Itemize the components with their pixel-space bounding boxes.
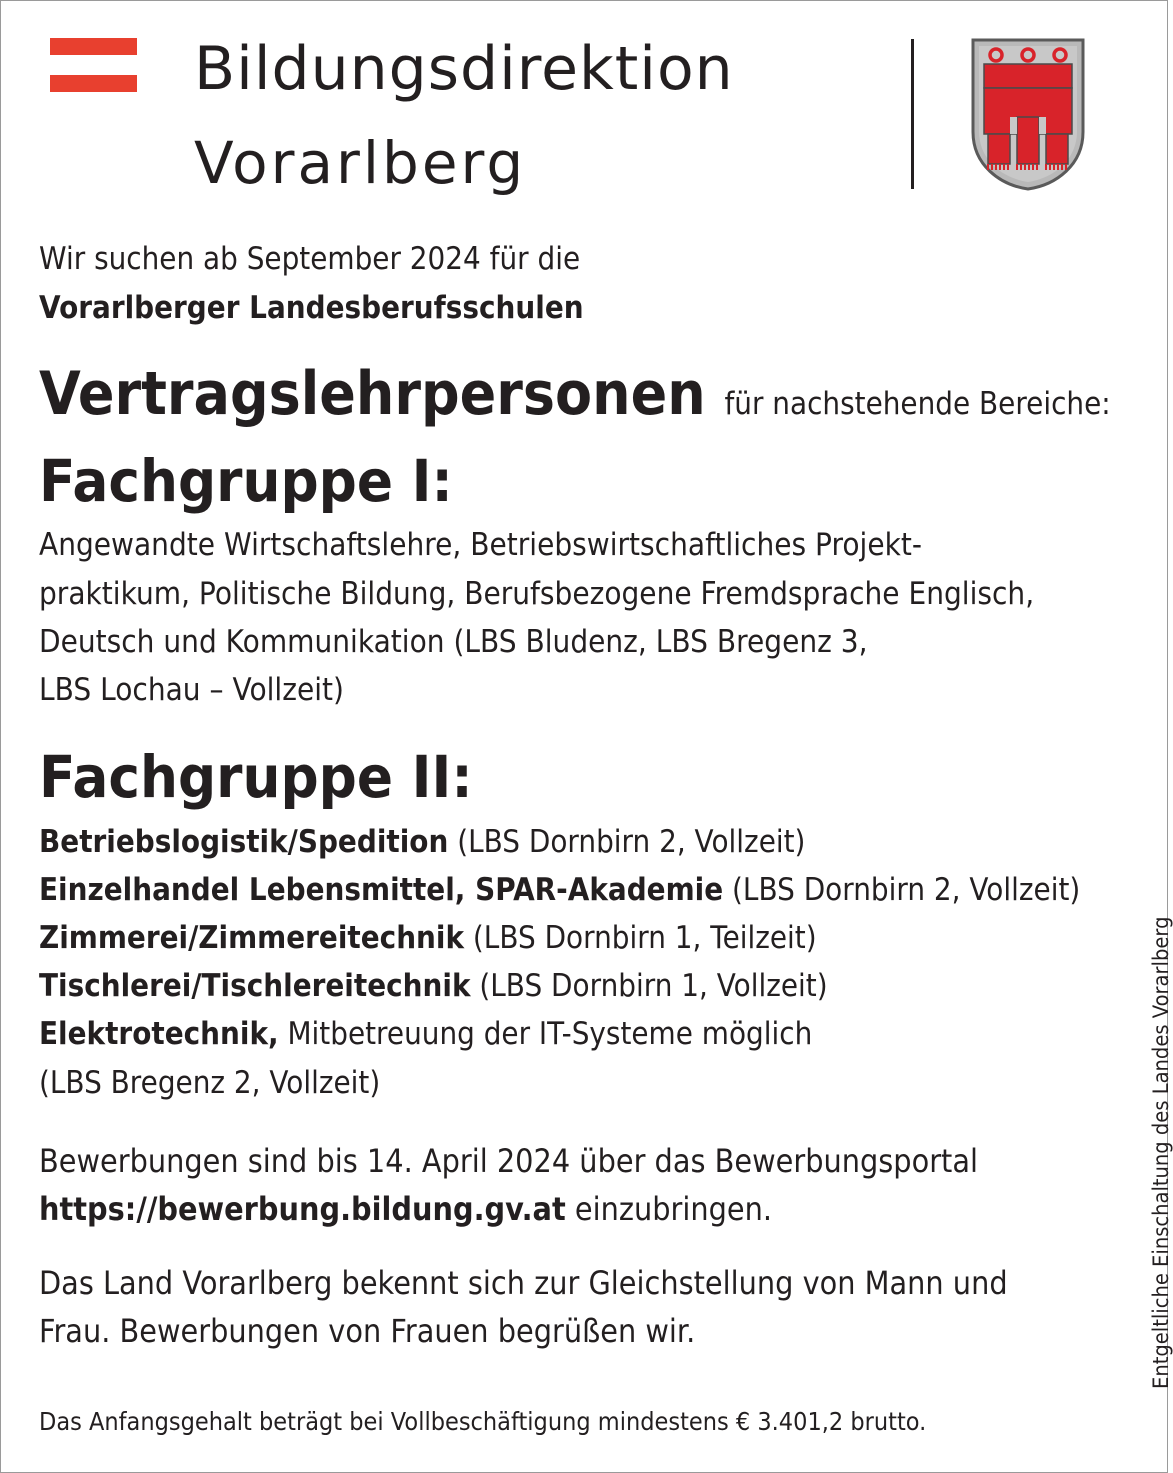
fachgruppe1-line: Angewandte Wirtschaftslehre, Betriebswirtschaftliches Projekt-: [39, 527, 922, 563]
fachgruppe2-item: [39, 968, 828, 1004]
paid-advertisement-note: Entgeltliche Einschaltung des Landes Vorarlberg: [1149, 916, 1173, 1389]
item-detail: (LBS Dornbirn 1, Vollzeit): [470, 968, 828, 1004]
item-subject: Zimmerei/Zimmereitechnik: [39, 920, 465, 956]
vorarlberg-coat-of-arms-icon: [970, 37, 1086, 191]
austria-flag-icon: [50, 38, 137, 92]
application-portal-link[interactable]: https://bewerbung.bildung.gv.at: [39, 1190, 566, 1228]
fachgruppe1-title: Fachgruppe I:: [39, 447, 453, 515]
fachgruppe1-line: LBS Lochau – Vollzeit): [39, 672, 344, 708]
fachgruppe2-item: [39, 824, 805, 860]
headline-suffix: für nachstehende Bereiche:: [724, 386, 1111, 422]
equality-line2: Frau. Bewerbungen von Frauen begrüßen wir.: [39, 1312, 696, 1350]
org-name-line1: Bildungsdirektion: [194, 34, 734, 104]
fachgruppe2-item: [39, 872, 1080, 908]
fachgruppe1-line: Deutsch und Kommunikation (LBS Bludenz, LBS Bregenz 3,: [39, 624, 868, 660]
application-line2-rest: einzubringen.: [565, 1190, 773, 1228]
intro-line1: Wir suchen ab September 2024 für die: [39, 241, 581, 277]
application-line2: [39, 1190, 772, 1228]
intro-line2: Vorarlberger Landesberufsschulen: [39, 290, 584, 326]
item-detail: (LBS Dornbirn 1, Teilzeit): [464, 920, 817, 956]
application-line1: Bewerbungen sind bis 14. April 2024 über das Bewerbungsportal: [39, 1142, 978, 1180]
flag-red-stripe-top: [50, 38, 137, 55]
item-subject: Elektrotechnik,: [39, 1016, 279, 1052]
item-detail: (LBS Dornbirn 2, Vollzeit): [448, 824, 806, 860]
fachgruppe1-line: praktikum, Politische Bildung, Berufsbezogene Fremdsprache Englisch,: [39, 576, 1035, 612]
headline-title: Vertragslehrpersonen: [39, 359, 706, 429]
fachgruppe2-item: [39, 920, 817, 956]
equality-line1: Das Land Vorarlberg bekennt sich zur Gleichstellung von Mann und: [39, 1264, 1008, 1302]
item-subject: Tischlerei/Tischlereitechnik: [39, 968, 471, 1004]
fachgruppe2-title: Fachgruppe II:: [39, 743, 473, 811]
item-subject: Einzelhandel Lebensmittel, SPAR-Akademie: [39, 872, 724, 908]
header-divider: [911, 39, 914, 189]
item-subject: Betriebslogistik/Spedition: [39, 824, 449, 860]
fachgruppe2-continuation: (LBS Bregenz 2, Vollzeit): [39, 1065, 381, 1101]
headline: [39, 359, 1111, 429]
fachgruppe2-item: [39, 1016, 812, 1052]
org-name-line2: Vorarlberg: [194, 129, 527, 197]
salary-note: Das Anfangsgehalt beträgt bei Vollbeschäftigung mindestens € 3.401,2 brutto.: [39, 1407, 927, 1436]
flag-red-stripe-bottom: [50, 75, 137, 92]
item-detail: (LBS Dornbirn 2, Vollzeit): [723, 872, 1081, 908]
item-detail: Mitbetreuung der IT-Systeme möglich: [278, 1016, 813, 1052]
